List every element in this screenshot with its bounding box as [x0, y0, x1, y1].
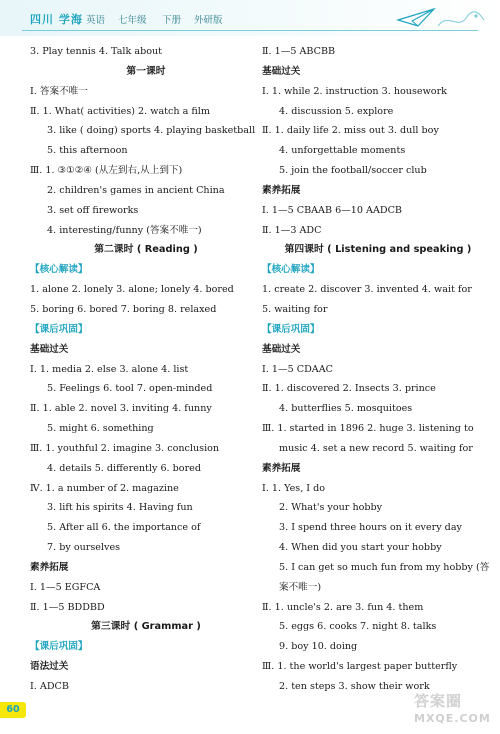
- answer-line: 4. interesting/funny (答案不唯一): [47, 224, 202, 236]
- answer-line: Ⅱ. 1—5 ABCBB: [262, 46, 336, 57]
- section-heading: 基础过关: [30, 343, 69, 355]
- answer-line: 5. waiting for: [262, 303, 328, 315]
- section-tag: 【核心解读】: [262, 264, 320, 276]
- answer-line: Ⅱ. 1—3 ADC: [262, 224, 322, 236]
- answer-line: Ⅰ. ADCB: [30, 681, 69, 692]
- answer-line: Ⅰ. 1. while 2. instruction 3. housework: [262, 85, 447, 97]
- answer-line: Ⅰ. 1. Yes, I do: [262, 482, 326, 494]
- watermark-line2: MXQE.COM: [414, 712, 491, 725]
- section-heading: 基础过关: [262, 65, 301, 77]
- answer-line: 5. I can get so much fun from my hobby (答: [279, 561, 490, 573]
- answer-line: Ⅲ. 1. youthful 2. imagine 3. conclusion: [30, 442, 220, 454]
- page-number: 60: [0, 702, 26, 718]
- answer-line: 3. I spend three hours on it every day: [279, 522, 462, 534]
- answer-line: 4. discussion 5. explore: [279, 105, 394, 117]
- answer-line: 5. might 6. something: [47, 423, 154, 435]
- section-heading: 素养拓展: [262, 462, 301, 474]
- answer-line: 4. butterflies 5. mosquitoes: [279, 403, 413, 415]
- header-subject: 英语: [86, 15, 106, 26]
- watermark-line1: 答案圈: [414, 692, 463, 710]
- swirl-decoration-icon: [436, 8, 486, 30]
- answer-line: music 4. set a new record 5. waiting for: [279, 442, 473, 454]
- answer-column-right: [262, 42, 494, 697]
- answer-line: 3. Play tennis 4. Talk about: [30, 46, 163, 57]
- answer-line: Ⅳ. 1. a number of 2. magazine: [30, 482, 179, 494]
- lesson-heading: 第二课时 ( Reading ): [94, 244, 198, 256]
- answer-line: Ⅱ. 1. discovered 2. Insects 3. prince: [262, 383, 436, 395]
- answer-line: Ⅱ. 1. uncle's 2. are 3. fun 4. them: [262, 601, 424, 613]
- answer-line: 7. by ourselves: [47, 542, 121, 554]
- answer-line: Ⅰ. 1. media 2. else 3. alone 4. list: [30, 363, 189, 375]
- answer-line: 4. details 5. differently 6. bored: [47, 462, 201, 474]
- header-volume: 下册: [162, 15, 182, 26]
- answer-line: Ⅰ. 1—5 EGFCA: [30, 581, 101, 593]
- section-tag: 【课后巩固】: [30, 641, 88, 653]
- answer-line: 3. like ( doing) sports 4. playing basketball: [47, 125, 256, 137]
- paper-plane-icon: [396, 6, 436, 28]
- section-heading: 素养拓展: [262, 184, 301, 196]
- answer-line: Ⅲ. 1. the world's largest paper butterfly: [262, 661, 458, 673]
- watermark-logo: [414, 690, 496, 730]
- answer-line: Ⅰ. 1—5 CDAAC: [262, 363, 333, 375]
- section-tag: 【核心解读】: [30, 264, 88, 276]
- header-grade: 七年级: [118, 15, 147, 26]
- section-tag: 【课后巩固】: [262, 323, 320, 335]
- answer-line: 3. set off fireworks: [47, 204, 139, 216]
- answer-line: Ⅱ. 1—5 BDDBD: [30, 601, 105, 613]
- answer-line: Ⅲ. 1. ③①②④ (从左到右,从上到下): [30, 165, 183, 177]
- section-tag: 【课后巩固】: [30, 323, 88, 335]
- lesson-heading: 第一课时: [126, 65, 166, 77]
- answer-line: Ⅰ. 1—5 CBAAB 6—10 AADCB: [262, 204, 402, 216]
- answer-line: Ⅱ. 1. able 2. novel 3. inviting 4. funny: [30, 403, 212, 415]
- answer-line: 1. alone 2. lonely 3. alone; lonely 4. bored: [30, 284, 234, 296]
- answer-line: 2. ten steps 3. show their work: [279, 681, 430, 692]
- answer-line: 9. boy 10. doing: [279, 641, 358, 653]
- answer-line: 5. eggs 6. cooks 7. night 8. talks: [279, 621, 437, 633]
- lesson-heading: 第四课时 ( Listening and speaking ): [284, 244, 472, 256]
- header-edition: 外研版: [194, 15, 223, 26]
- answer-line: Ⅰ. 答案不唯一: [30, 85, 88, 97]
- page-header: [0, 0, 500, 40]
- answer-line: 4. unforgettable moments: [279, 145, 406, 157]
- header-rule: [22, 30, 478, 31]
- answer-column-left: [30, 42, 262, 697]
- answer-line: 2. children's games in ancient China: [47, 184, 225, 196]
- answer-line: 5. After all 6. the importance of: [47, 522, 201, 534]
- section-heading: 基础过关: [262, 343, 301, 355]
- answer-line: 5. this afternoon: [47, 145, 128, 157]
- answer-line: 2. What's your hobby: [279, 502, 383, 514]
- section-heading: 语法过关: [30, 661, 69, 673]
- answer-line: 案不唯一): [279, 581, 322, 593]
- answer-line: Ⅱ. 1. What( activities) 2. watch a film: [30, 105, 210, 117]
- answer-line: 5. Feelings 6. tool 7. open-minded: [47, 383, 213, 395]
- answer-line: 4. When did you start your hobby: [279, 542, 442, 554]
- answer-line: Ⅱ. 1. daily life 2. miss out 3. dull boy: [262, 125, 439, 137]
- answer-line: 5. join the football/soccer club: [279, 165, 427, 177]
- answer-line: 3. lift his spirits 4. Having fun: [47, 502, 193, 514]
- answer-line: 5. boring 6. bored 7. boring 8. relaxed: [30, 303, 217, 315]
- brand-logo: 四川 学海: [30, 13, 83, 26]
- section-heading: 素养拓展: [30, 561, 69, 573]
- lesson-heading: 第三课时 ( Grammar ): [91, 621, 201, 633]
- answer-line: Ⅲ. 1. started in 1896 2. huge 3. listening to: [262, 423, 474, 435]
- answer-line: 1. create 2. discover 3. invented 4. wait for: [262, 284, 472, 296]
